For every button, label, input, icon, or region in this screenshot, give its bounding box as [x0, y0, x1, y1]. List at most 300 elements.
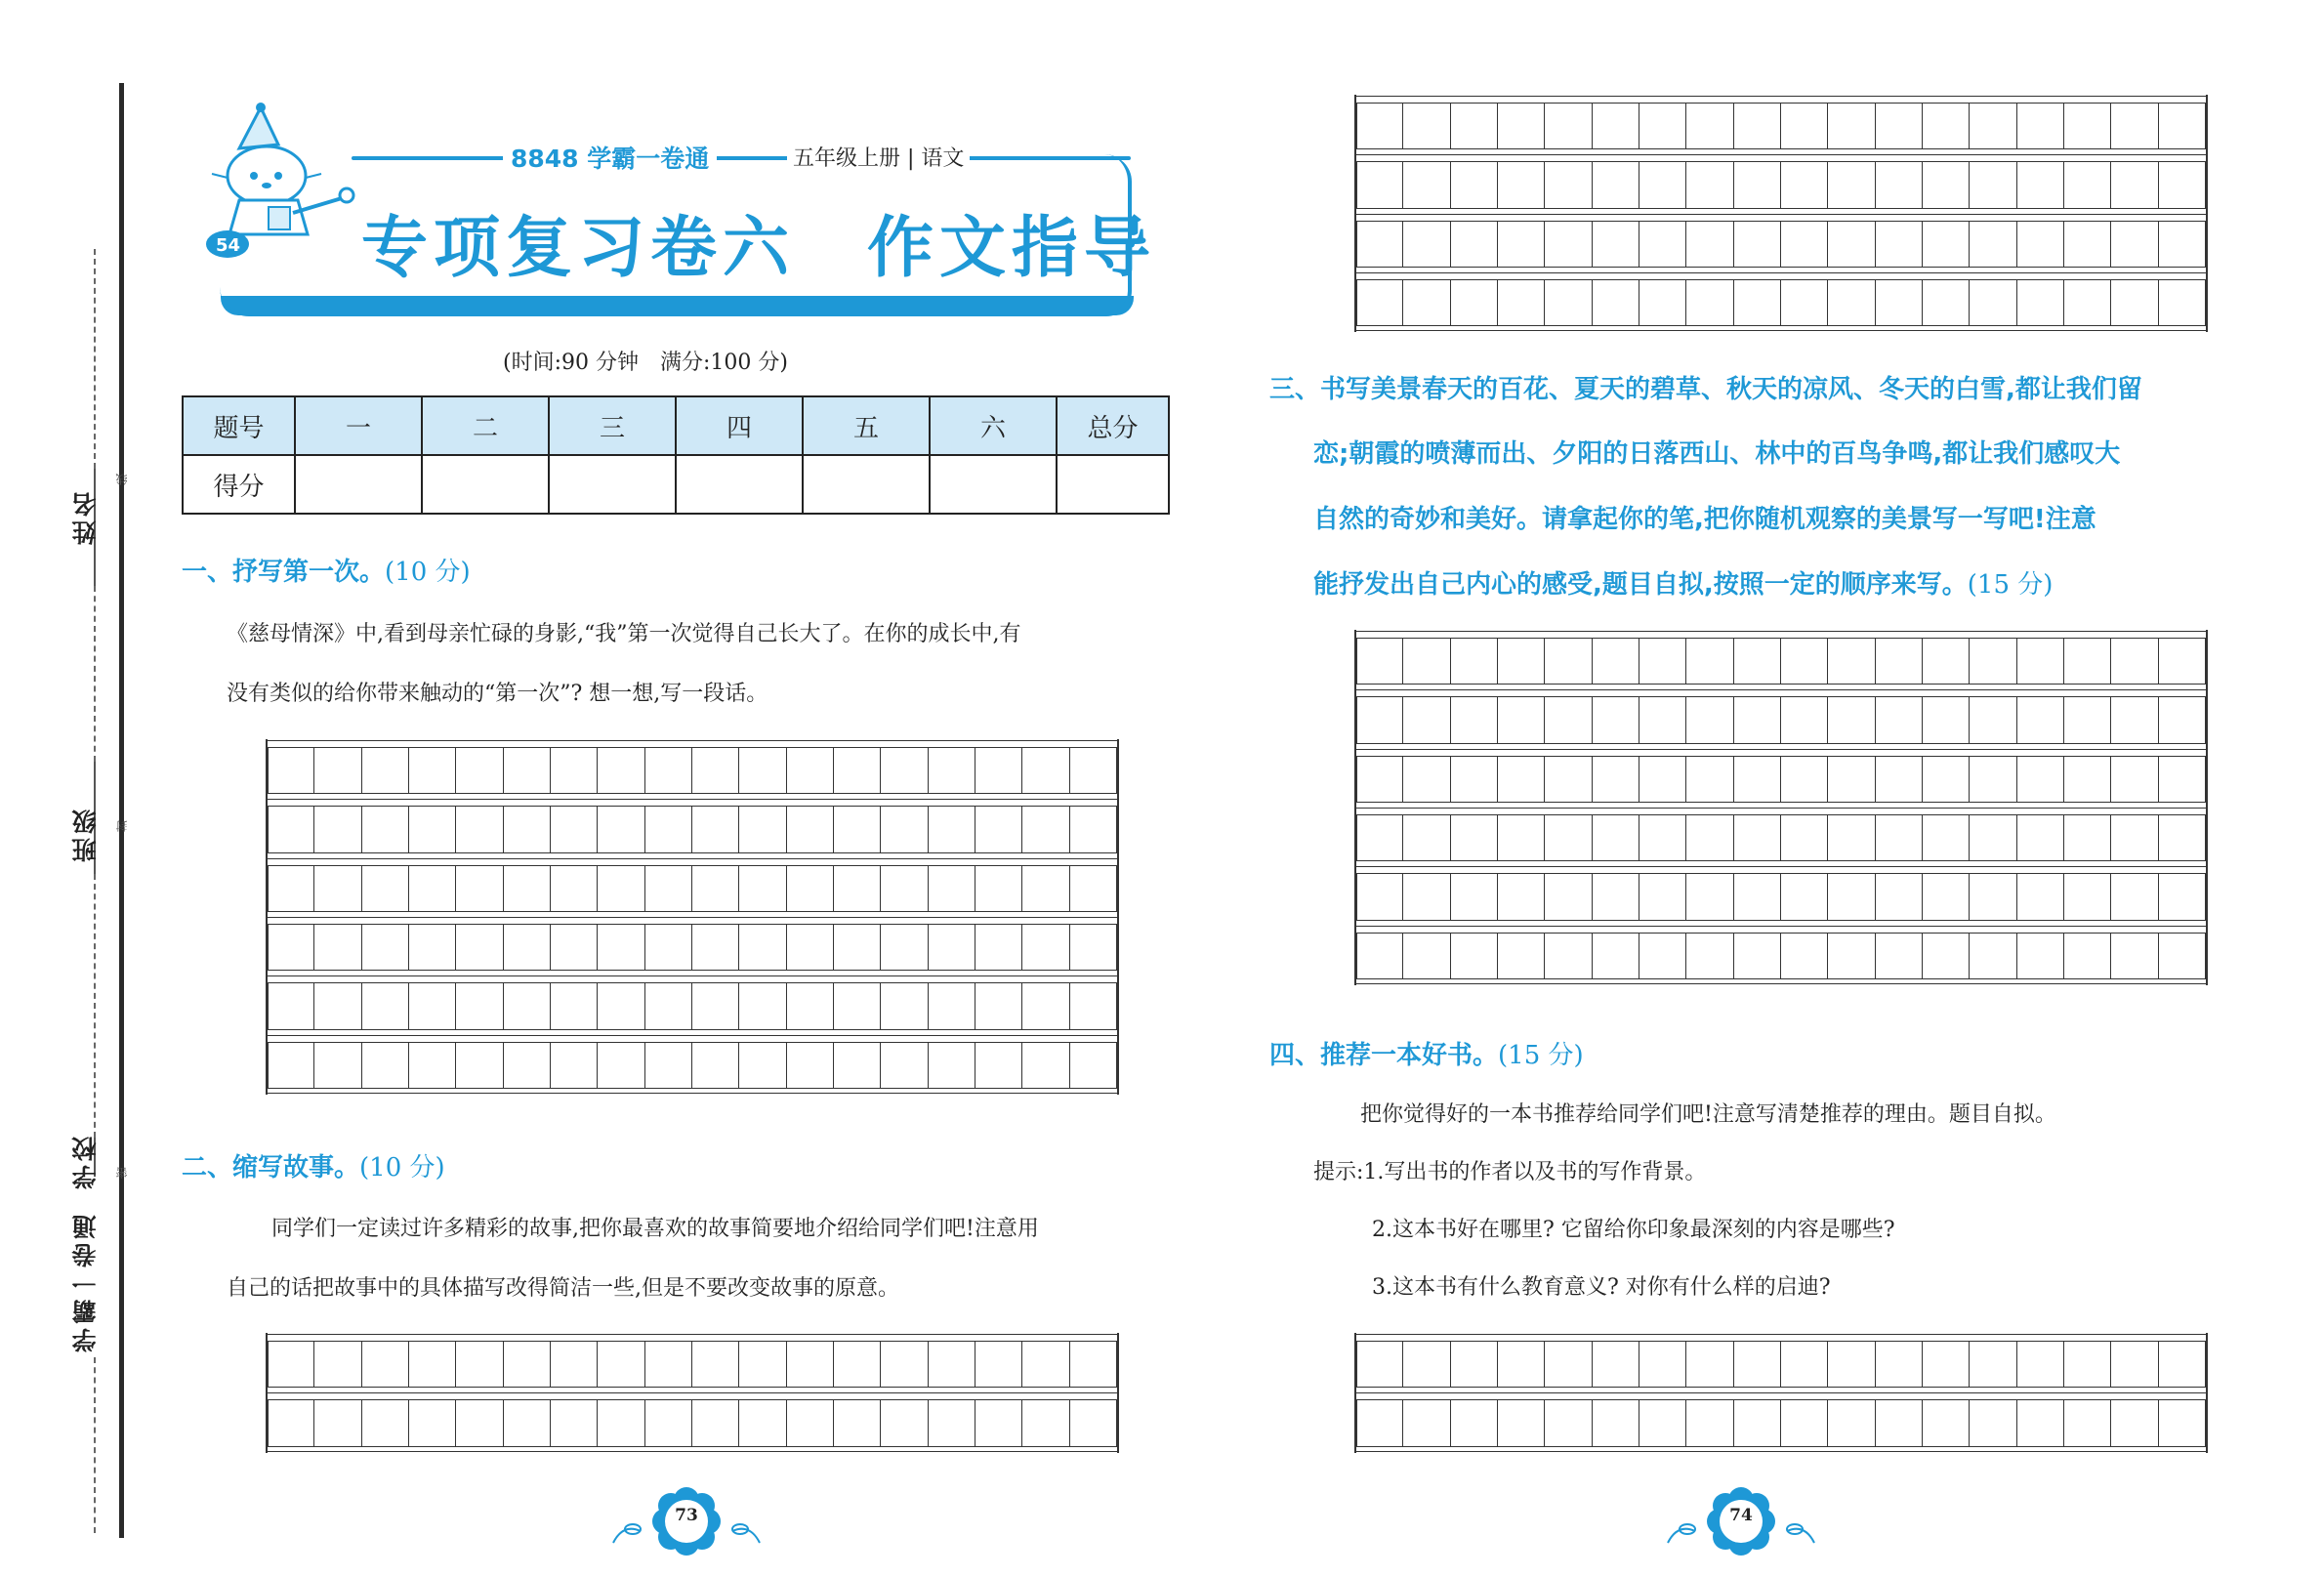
grid-cell[interactable] — [1356, 696, 1403, 743]
grid-cell[interactable] — [2017, 221, 2064, 268]
grid-cell[interactable] — [645, 924, 692, 971]
grid-cell[interactable] — [975, 1042, 1022, 1089]
grid-cell[interactable] — [1639, 696, 1686, 743]
grid-cell[interactable] — [1781, 814, 1828, 861]
grid-cell[interactable] — [1022, 806, 1069, 852]
score-cell[interactable] — [676, 455, 803, 514]
grid-cell[interactable] — [1639, 814, 1686, 861]
grid-cell[interactable] — [456, 982, 503, 1029]
grid-cell[interactable] — [1498, 933, 1545, 979]
grid-cell[interactable] — [1403, 756, 1450, 803]
grid-cell[interactable] — [1639, 638, 1686, 685]
grid-cell[interactable] — [1686, 1341, 1733, 1388]
grid-cell[interactable] — [1876, 756, 1923, 803]
grid-cell[interactable] — [2111, 161, 2158, 208]
grid-cell[interactable] — [2064, 1399, 2111, 1446]
grid-cell[interactable] — [1639, 756, 1686, 803]
grid-cell[interactable] — [504, 982, 551, 1029]
grid-cell[interactable] — [1545, 1341, 1592, 1388]
grid-cell[interactable] — [598, 924, 644, 971]
grid-cell[interactable] — [409, 806, 456, 852]
grid-cell[interactable] — [456, 924, 503, 971]
grid-cell[interactable] — [2017, 279, 2064, 326]
grid-cell[interactable] — [2111, 638, 2158, 685]
grid-cell[interactable] — [1970, 103, 2016, 149]
grid-cell[interactable] — [1070, 865, 1117, 912]
grid-cell[interactable] — [409, 865, 456, 912]
grid-cell[interactable] — [2159, 696, 2206, 743]
grid-cell[interactable] — [1593, 1341, 1639, 1388]
grid-cell[interactable] — [2064, 933, 2111, 979]
grid-cell[interactable] — [409, 747, 456, 794]
grid-cell[interactable] — [1356, 756, 1403, 803]
grid-cell[interactable] — [1970, 279, 2016, 326]
grid-cell[interactable] — [2159, 1341, 2206, 1388]
grid-cell[interactable] — [1876, 221, 1923, 268]
grid-cell[interactable] — [2017, 696, 2064, 743]
grid-cell[interactable] — [1545, 103, 1592, 149]
grid-cell[interactable] — [1356, 638, 1403, 685]
grid-cell[interactable] — [1356, 103, 1403, 149]
grid-cell[interactable] — [881, 1042, 928, 1089]
grid-cell[interactable] — [1876, 873, 1923, 920]
grid-cell[interactable] — [598, 1399, 644, 1446]
grid-cell[interactable] — [314, 924, 361, 971]
grid-cell[interactable] — [2159, 814, 2206, 861]
grid-cell[interactable] — [1022, 982, 1069, 1029]
grid-cell[interactable] — [975, 747, 1022, 794]
grid-cell[interactable] — [1828, 221, 1875, 268]
grid-cell[interactable] — [362, 982, 409, 1029]
grid-cell[interactable] — [1545, 279, 1592, 326]
grid-cell[interactable] — [1451, 756, 1498, 803]
grid-cell[interactable] — [1734, 1341, 1781, 1388]
grid-cell[interactable] — [975, 806, 1022, 852]
grid-cell[interactable] — [1828, 814, 1875, 861]
grid-cell[interactable] — [314, 1399, 361, 1446]
grid-cell[interactable] — [551, 1042, 598, 1089]
grid-cell[interactable] — [1734, 279, 1781, 326]
grid-cell[interactable] — [1498, 161, 1545, 208]
grid-cell[interactable] — [1545, 873, 1592, 920]
grid-cell[interactable] — [645, 1341, 692, 1388]
grid-cell[interactable] — [975, 924, 1022, 971]
grid-cell[interactable] — [929, 1341, 975, 1388]
grid-cell[interactable] — [881, 1399, 928, 1446]
grid-cell[interactable] — [504, 747, 551, 794]
grid-cell[interactable] — [1876, 933, 1923, 979]
grid-cell[interactable] — [598, 806, 644, 852]
grid-cell[interactable] — [1545, 696, 1592, 743]
grid-cell[interactable] — [1970, 161, 2016, 208]
grid-cell[interactable] — [739, 1042, 786, 1089]
grid-cell[interactable] — [1876, 814, 1923, 861]
grid-cell[interactable] — [1070, 982, 1117, 1029]
grid-cell[interactable] — [1828, 873, 1875, 920]
grid-cell[interactable] — [1498, 103, 1545, 149]
grid-cell[interactable] — [739, 1341, 786, 1388]
grid-cell[interactable] — [1781, 756, 1828, 803]
grid-cell[interactable] — [692, 806, 739, 852]
grid-cell[interactable] — [2159, 103, 2206, 149]
grid-cell[interactable] — [1639, 161, 1686, 208]
grid-cell[interactable] — [551, 1399, 598, 1446]
grid-cell[interactable] — [1593, 1399, 1639, 1446]
grid-cell[interactable] — [1451, 873, 1498, 920]
grid-cell[interactable] — [787, 1399, 834, 1446]
grid-cell[interactable] — [1451, 933, 1498, 979]
grid-cell[interactable] — [409, 1341, 456, 1388]
grid-cell[interactable] — [834, 806, 881, 852]
grid-cell[interactable] — [1970, 638, 2016, 685]
score-cell[interactable] — [803, 455, 930, 514]
grid-cell[interactable] — [551, 1341, 598, 1388]
grid-cell[interactable] — [409, 982, 456, 1029]
grid-cell[interactable] — [1070, 1341, 1117, 1388]
grid-cell[interactable] — [1923, 638, 1970, 685]
grid-cell[interactable] — [1686, 933, 1733, 979]
grid-cell[interactable] — [2064, 696, 2111, 743]
grid-cell[interactable] — [1356, 221, 1403, 268]
grid-cell[interactable] — [1686, 103, 1733, 149]
grid-cell[interactable] — [1451, 161, 1498, 208]
grid-cell[interactable] — [1498, 279, 1545, 326]
grid-cell[interactable] — [834, 924, 881, 971]
grid-cell[interactable] — [929, 865, 975, 912]
grid-cell[interactable] — [2111, 221, 2158, 268]
grid-cell[interactable] — [314, 982, 361, 1029]
grid-cell[interactable] — [834, 982, 881, 1029]
grid-cell[interactable] — [787, 806, 834, 852]
grid-cell[interactable] — [598, 982, 644, 1029]
grid-cell[interactable] — [787, 982, 834, 1029]
grid-cell[interactable] — [929, 1399, 975, 1446]
grid-cell[interactable] — [1498, 1399, 1545, 1446]
grid-cell[interactable] — [1070, 924, 1117, 971]
grid-cell[interactable] — [787, 1341, 834, 1388]
grid-cell[interactable] — [268, 1399, 314, 1446]
grid-cell[interactable] — [1781, 103, 1828, 149]
grid-cell[interactable] — [1451, 221, 1498, 268]
grid-cell[interactable] — [504, 1341, 551, 1388]
grid-cell[interactable] — [881, 865, 928, 912]
grid-cell[interactable] — [1734, 638, 1781, 685]
grid-cell[interactable] — [1403, 161, 1450, 208]
grid-cell[interactable] — [1923, 756, 1970, 803]
grid-cell[interactable] — [1734, 873, 1781, 920]
grid-cell[interactable] — [1828, 933, 1875, 979]
grid-cell[interactable] — [1828, 696, 1875, 743]
grid-cell[interactable] — [2111, 933, 2158, 979]
grid-cell[interactable] — [2159, 638, 2206, 685]
grid-cell[interactable] — [362, 1042, 409, 1089]
grid-cell[interactable] — [2159, 933, 2206, 979]
grid-cell[interactable] — [645, 806, 692, 852]
grid-cell[interactable] — [2111, 873, 2158, 920]
grid-cell[interactable] — [1022, 924, 1069, 971]
grid-cell[interactable] — [1828, 103, 1875, 149]
grid-cell[interactable] — [1828, 1341, 1875, 1388]
grid-cell[interactable] — [551, 924, 598, 971]
grid-cell[interactable] — [2111, 103, 2158, 149]
grid-cell[interactable] — [1022, 1341, 1069, 1388]
grid-cell[interactable] — [362, 924, 409, 971]
grid-cell[interactable] — [2017, 756, 2064, 803]
grid-cell[interactable] — [456, 1399, 503, 1446]
grid-cell[interactable] — [1498, 873, 1545, 920]
grid-cell[interactable] — [1022, 1399, 1069, 1446]
grid-cell[interactable] — [2111, 696, 2158, 743]
grid-cell[interactable] — [1593, 161, 1639, 208]
grid-cell[interactable] — [1403, 696, 1450, 743]
grid-cell[interactable] — [1498, 756, 1545, 803]
writing-grid-q2[interactable] — [266, 1333, 1119, 1453]
grid-cell[interactable] — [1593, 756, 1639, 803]
grid-cell[interactable] — [598, 865, 644, 912]
grid-cell[interactable] — [1451, 103, 1498, 149]
grid-cell[interactable] — [314, 865, 361, 912]
grid-cell[interactable] — [1923, 1399, 1970, 1446]
grid-cell[interactable] — [1876, 279, 1923, 326]
grid-cell[interactable] — [787, 924, 834, 971]
grid-cell[interactable] — [1639, 221, 1686, 268]
grid-cell[interactable] — [504, 1399, 551, 1446]
grid-cell[interactable] — [1734, 1399, 1781, 1446]
grid-cell[interactable] — [409, 924, 456, 971]
grid-cell[interactable] — [1970, 696, 2016, 743]
grid-cell[interactable] — [2064, 756, 2111, 803]
grid-cell[interactable] — [1686, 279, 1733, 326]
grid-cell[interactable] — [1593, 814, 1639, 861]
grid-cell[interactable] — [2159, 279, 2206, 326]
grid-cell[interactable] — [409, 1399, 456, 1446]
grid-cell[interactable] — [834, 1042, 881, 1089]
grid-cell[interactable] — [2017, 103, 2064, 149]
grid-cell[interactable] — [1923, 279, 1970, 326]
grid-cell[interactable] — [2064, 161, 2111, 208]
grid-cell[interactable] — [787, 865, 834, 912]
score-cell[interactable] — [422, 455, 549, 514]
grid-cell[interactable] — [2159, 873, 2206, 920]
grid-cell[interactable] — [1451, 1399, 1498, 1446]
grid-cell[interactable] — [268, 982, 314, 1029]
grid-cell[interactable] — [2064, 279, 2111, 326]
grid-cell[interactable] — [1923, 1341, 1970, 1388]
grid-cell[interactable] — [2111, 1341, 2158, 1388]
grid-cell[interactable] — [1022, 747, 1069, 794]
grid-cell[interactable] — [1545, 161, 1592, 208]
writing-grid-q3[interactable] — [1354, 630, 2208, 985]
grid-cell[interactable] — [314, 1341, 361, 1388]
grid-cell[interactable] — [1070, 1399, 1117, 1446]
grid-cell[interactable] — [2159, 756, 2206, 803]
grid-cell[interactable] — [1070, 1042, 1117, 1089]
score-cell[interactable] — [1057, 455, 1169, 514]
grid-cell[interactable] — [1970, 814, 2016, 861]
grid-cell[interactable] — [1498, 221, 1545, 268]
grid-cell[interactable] — [1876, 103, 1923, 149]
grid-cell[interactable] — [1828, 161, 1875, 208]
grid-cell[interactable] — [2111, 756, 2158, 803]
grid-cell[interactable] — [2017, 933, 2064, 979]
grid-cell[interactable] — [1356, 1399, 1403, 1446]
writing-grid-q2-continued[interactable] — [1354, 95, 2208, 332]
grid-cell[interactable] — [881, 982, 928, 1029]
grid-cell[interactable] — [692, 865, 739, 912]
grid-cell[interactable] — [362, 806, 409, 852]
grid-cell[interactable] — [739, 806, 786, 852]
grid-cell[interactable] — [975, 1341, 1022, 1388]
grid-cell[interactable] — [268, 747, 314, 794]
grid-cell[interactable] — [551, 747, 598, 794]
grid-cell[interactable] — [598, 1042, 644, 1089]
grid-cell[interactable] — [362, 1341, 409, 1388]
grid-cell[interactable] — [2017, 161, 2064, 208]
grid-cell[interactable] — [1498, 696, 1545, 743]
grid-cell[interactable] — [1734, 814, 1781, 861]
grid-cell[interactable] — [456, 1341, 503, 1388]
grid-cell[interactable] — [692, 924, 739, 971]
grid-cell[interactable] — [645, 865, 692, 912]
grid-cell[interactable] — [2017, 1399, 2064, 1446]
grid-cell[interactable] — [834, 1341, 881, 1388]
grid-cell[interactable] — [1403, 638, 1450, 685]
grid-cell[interactable] — [1970, 933, 2016, 979]
grid-cell[interactable] — [1403, 221, 1450, 268]
grid-cell[interactable] — [1498, 814, 1545, 861]
grid-cell[interactable] — [2017, 814, 2064, 861]
grid-cell[interactable] — [739, 1399, 786, 1446]
grid-cell[interactable] — [1828, 279, 1875, 326]
grid-cell[interactable] — [504, 806, 551, 852]
grid-cell[interactable] — [692, 1042, 739, 1089]
grid-cell[interactable] — [1545, 1399, 1592, 1446]
grid-cell[interactable] — [1876, 1341, 1923, 1388]
grid-cell[interactable] — [1970, 1341, 2016, 1388]
grid-cell[interactable] — [1781, 279, 1828, 326]
grid-cell[interactable] — [2159, 221, 2206, 268]
grid-cell[interactable] — [929, 1042, 975, 1089]
grid-cell[interactable] — [834, 1399, 881, 1446]
grid-cell[interactable] — [1022, 1042, 1069, 1089]
grid-cell[interactable] — [1686, 756, 1733, 803]
grid-cell[interactable] — [645, 1399, 692, 1446]
grid-cell[interactable] — [1734, 103, 1781, 149]
grid-cell[interactable] — [1923, 103, 1970, 149]
grid-cell[interactable] — [362, 1399, 409, 1446]
grid-cell[interactable] — [881, 924, 928, 971]
grid-cell[interactable] — [1403, 103, 1450, 149]
grid-cell[interactable] — [1828, 756, 1875, 803]
grid-cell[interactable] — [268, 924, 314, 971]
grid-cell[interactable] — [1734, 933, 1781, 979]
grid-cell[interactable] — [1781, 933, 1828, 979]
grid-cell[interactable] — [1356, 1341, 1403, 1388]
grid-cell[interactable] — [1923, 221, 1970, 268]
grid-cell[interactable] — [1639, 279, 1686, 326]
grid-cell[interactable] — [1356, 873, 1403, 920]
grid-cell[interactable] — [1451, 1341, 1498, 1388]
grid-cell[interactable] — [1356, 933, 1403, 979]
grid-cell[interactable] — [1923, 933, 1970, 979]
grid-cell[interactable] — [1876, 161, 1923, 208]
grid-cell[interactable] — [929, 982, 975, 1029]
grid-cell[interactable] — [739, 865, 786, 912]
grid-cell[interactable] — [2064, 638, 2111, 685]
grid-cell[interactable] — [929, 806, 975, 852]
grid-cell[interactable] — [739, 982, 786, 1029]
grid-cell[interactable] — [1639, 873, 1686, 920]
grid-cell[interactable] — [1545, 756, 1592, 803]
grid-cell[interactable] — [268, 806, 314, 852]
grid-cell[interactable] — [1781, 638, 1828, 685]
grid-cell[interactable] — [1876, 1399, 1923, 1446]
grid-cell[interactable] — [2111, 814, 2158, 861]
grid-cell[interactable] — [504, 865, 551, 912]
grid-cell[interactable] — [929, 924, 975, 971]
grid-cell[interactable] — [1686, 638, 1733, 685]
grid-cell[interactable] — [2064, 814, 2111, 861]
grid-cell[interactable] — [1970, 756, 2016, 803]
grid-cell[interactable] — [1545, 933, 1592, 979]
grid-cell[interactable] — [456, 1042, 503, 1089]
grid-cell[interactable] — [2064, 221, 2111, 268]
grid-cell[interactable] — [2111, 1399, 2158, 1446]
grid-cell[interactable] — [2159, 161, 2206, 208]
grid-cell[interactable] — [1356, 279, 1403, 326]
grid-cell[interactable] — [551, 982, 598, 1029]
grid-cell[interactable] — [1593, 696, 1639, 743]
grid-cell[interactable] — [834, 865, 881, 912]
grid-cell[interactable] — [1451, 638, 1498, 685]
grid-cell[interactable] — [1639, 1399, 1686, 1446]
grid-cell[interactable] — [2017, 1341, 2064, 1388]
grid-cell[interactable] — [1639, 103, 1686, 149]
grid-cell[interactable] — [1970, 221, 2016, 268]
grid-cell[interactable] — [1593, 933, 1639, 979]
grid-cell[interactable] — [314, 1042, 361, 1089]
grid-cell[interactable] — [739, 924, 786, 971]
grid-cell[interactable] — [975, 865, 1022, 912]
grid-cell[interactable] — [1403, 1341, 1450, 1388]
grid-cell[interactable] — [1828, 1399, 1875, 1446]
grid-cell[interactable] — [1923, 161, 1970, 208]
grid-cell[interactable] — [1734, 221, 1781, 268]
grid-cell[interactable] — [1734, 161, 1781, 208]
grid-cell[interactable] — [2064, 1341, 2111, 1388]
grid-cell[interactable] — [692, 1341, 739, 1388]
grid-cell[interactable] — [504, 1042, 551, 1089]
grid-cell[interactable] — [645, 982, 692, 1029]
grid-cell[interactable] — [504, 924, 551, 971]
grid-cell[interactable] — [739, 747, 786, 794]
grid-cell[interactable] — [1593, 103, 1639, 149]
grid-cell[interactable] — [1593, 638, 1639, 685]
grid-cell[interactable] — [2017, 873, 2064, 920]
grid-cell[interactable] — [1828, 638, 1875, 685]
grid-cell[interactable] — [1970, 873, 2016, 920]
grid-cell[interactable] — [692, 1399, 739, 1446]
grid-cell[interactable] — [268, 1341, 314, 1388]
grid-cell[interactable] — [314, 747, 361, 794]
score-cell[interactable] — [930, 455, 1057, 514]
grid-cell[interactable] — [2111, 279, 2158, 326]
grid-cell[interactable] — [1686, 1399, 1733, 1446]
grid-cell[interactable] — [268, 1042, 314, 1089]
grid-cell[interactable] — [1545, 814, 1592, 861]
writing-grid-q1[interactable] — [266, 739, 1119, 1095]
grid-cell[interactable] — [1970, 1399, 2016, 1446]
